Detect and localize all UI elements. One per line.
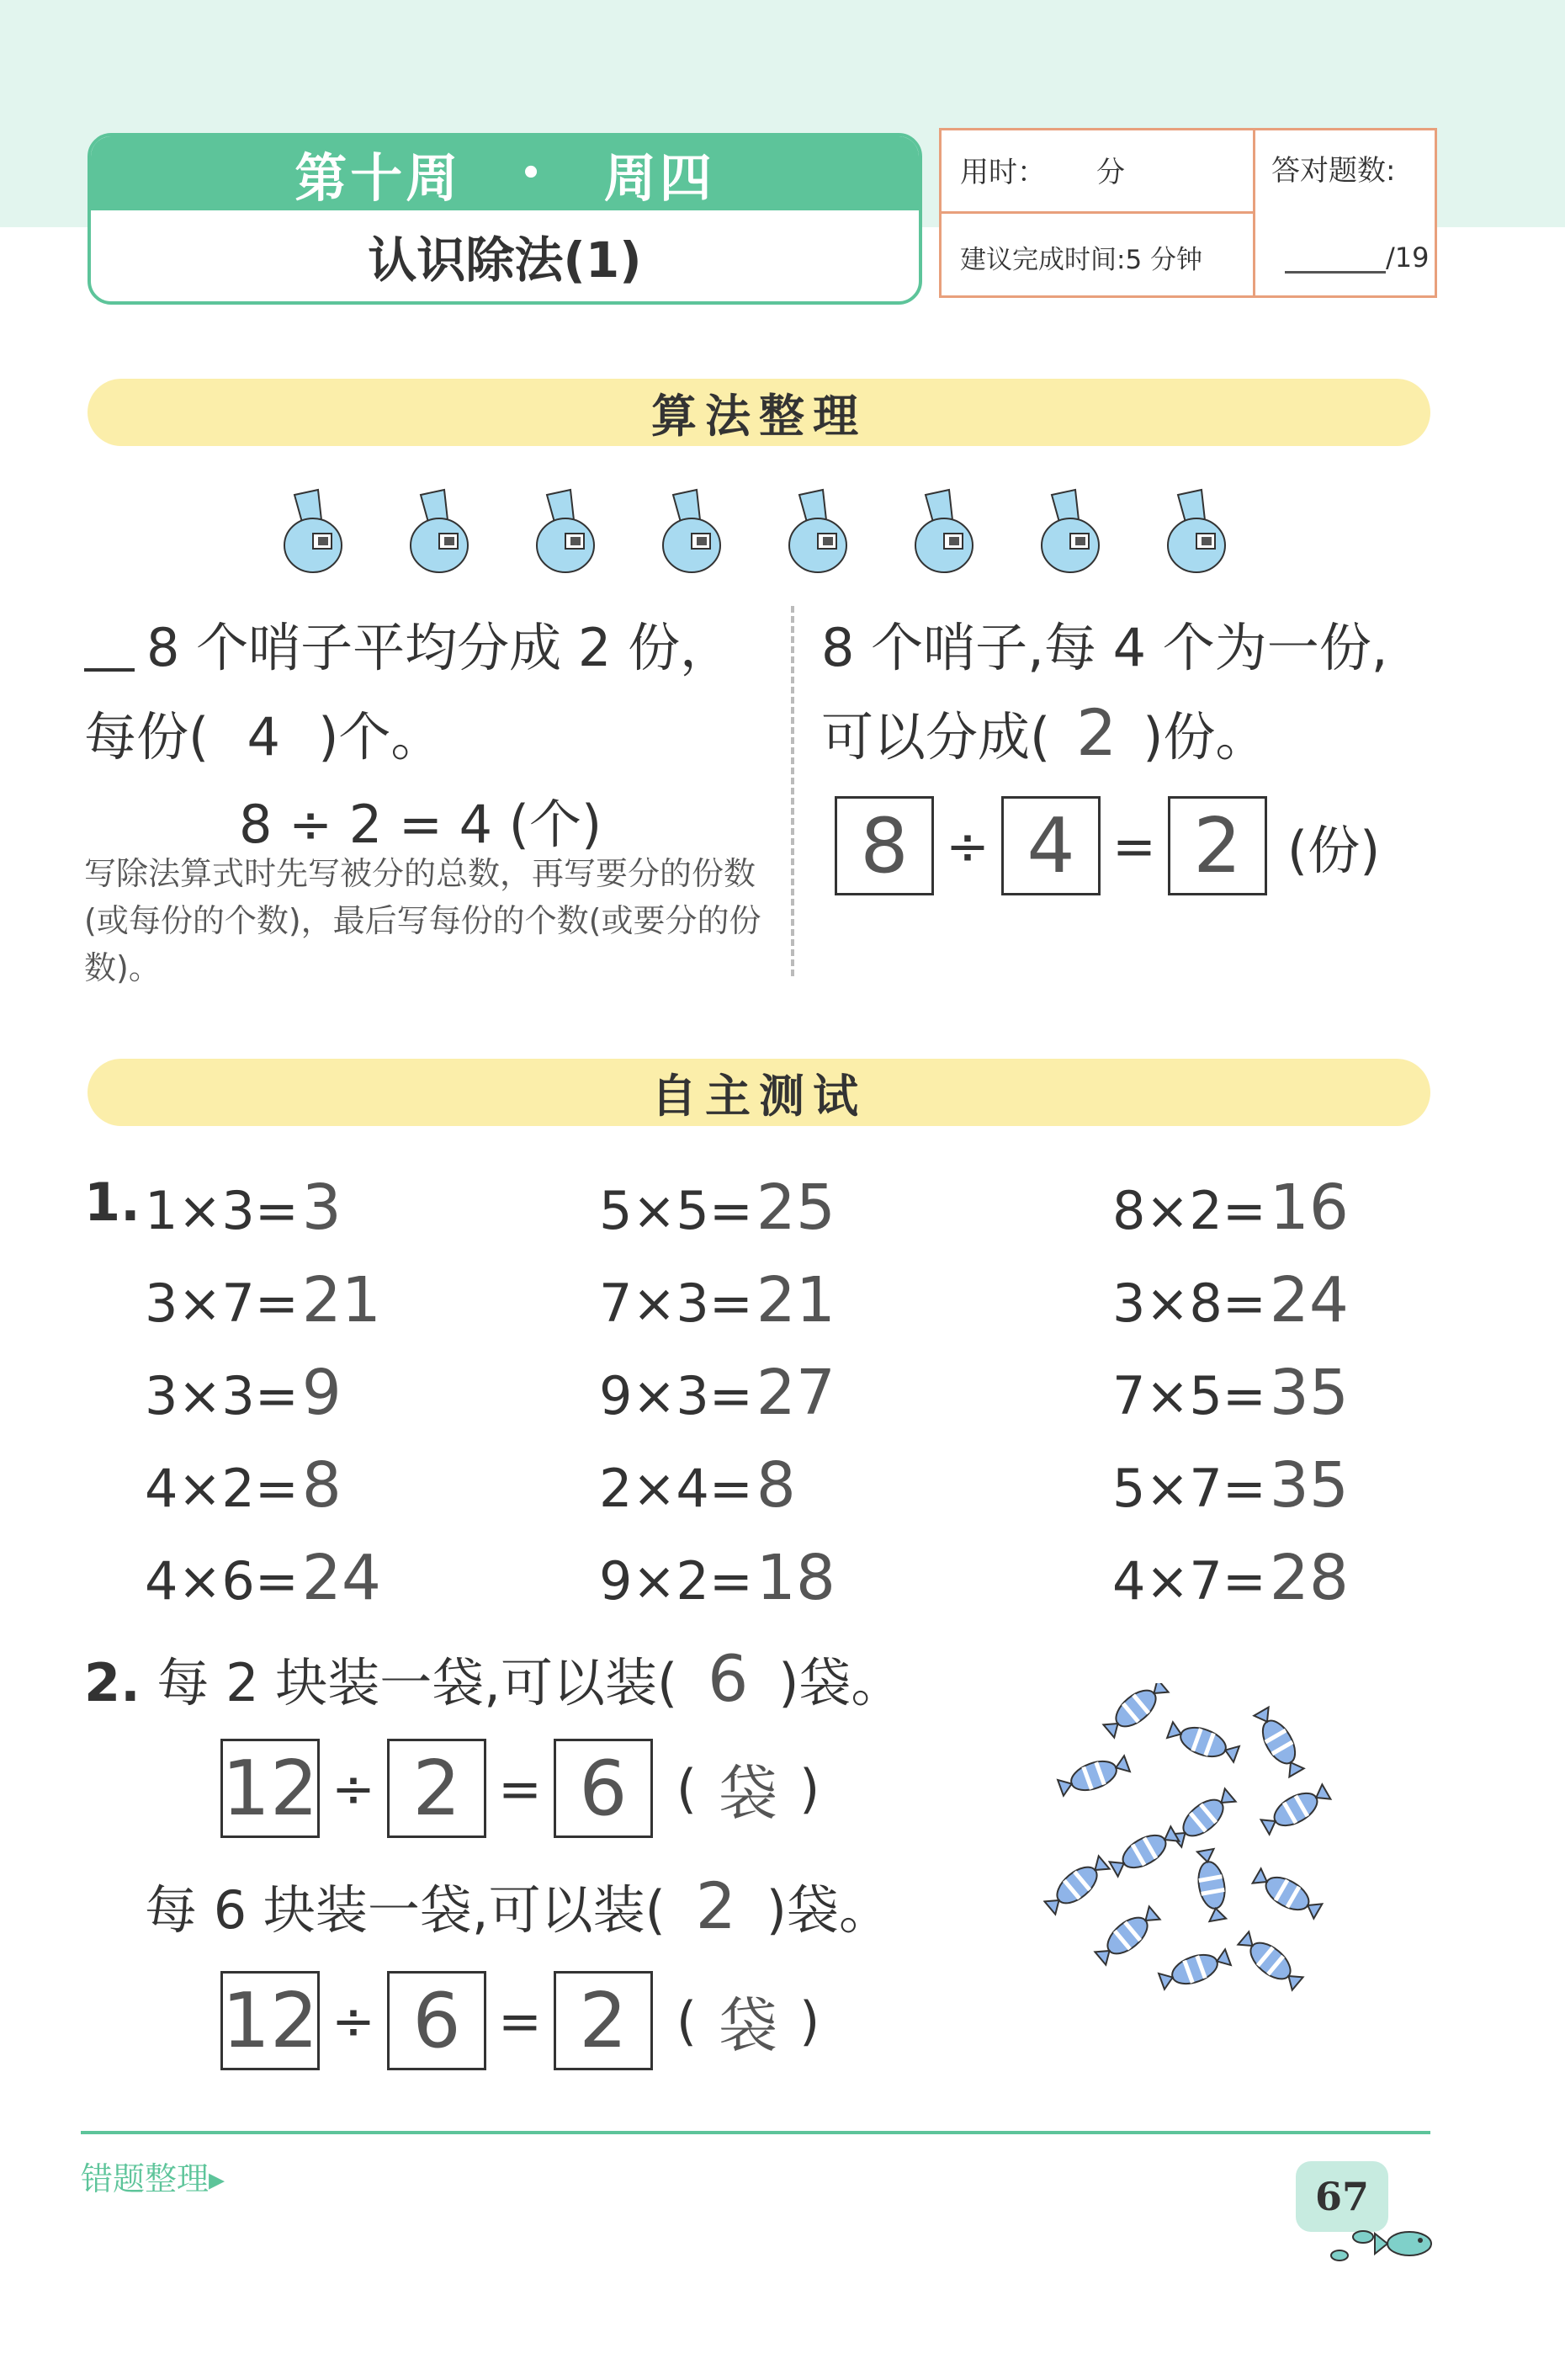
q2e2-box-quotient: 2 — [554, 1971, 653, 2070]
left-equation: 8 ÷ 2 = 4 (个) — [239, 794, 602, 855]
right-answer: 2 — [1076, 695, 1117, 770]
right-line2-a: 可以分成( — [821, 706, 1051, 768]
mult-answer: 9 — [301, 1357, 342, 1429]
mult-expression: 5×7= — [1112, 1458, 1266, 1519]
error-review-label: 错题整理▸ — [81, 2160, 225, 2197]
title-dot: • — [520, 154, 545, 193]
mult-expression: 3×7= — [145, 1272, 299, 1334]
page-title: 认识除法(1) — [368, 231, 642, 289]
q2e2-box-divisor: 6 — [387, 1971, 486, 2070]
q2e2-op: ÷ — [332, 1990, 375, 2052]
mult-item — [145, 1357, 342, 1429]
correct-label: 答对题数: — [1271, 154, 1396, 188]
op-divide: ÷ — [946, 815, 989, 877]
right-line2-b: )份。 — [1143, 706, 1268, 768]
q2-line1-answer: 6 — [708, 1641, 749, 1716]
box-quotient: 2 — [1168, 796, 1267, 895]
right-box-equation — [835, 796, 1380, 895]
q2e1-unit-open: ( — [676, 1757, 698, 1820]
q2e1-box-quotient: 6 — [554, 1739, 653, 1838]
q1-number: 1. — [84, 1171, 141, 1233]
mult-answer: 25 — [756, 1171, 836, 1244]
mult-item — [599, 1449, 796, 1522]
time-label: 用时： — [960, 156, 1046, 189]
q2e2-eq: = — [497, 1990, 542, 2052]
q2-line2-answer: 2 — [695, 1868, 736, 1943]
candy-icon — [1235, 1929, 1306, 1994]
q2e2-unit-close: ) — [799, 1990, 820, 2052]
q2-line2-a: 每 6 块装一袋,可以装( — [145, 1879, 666, 1941]
mult-expression: 9×3= — [599, 1365, 753, 1426]
whistle-row — [278, 486, 1321, 579]
mult-expression: 4×6= — [145, 1550, 299, 1612]
mult-answer: 16 — [1269, 1171, 1349, 1244]
mult-expression: 8×2= — [1112, 1180, 1266, 1241]
q2e2-unit: 袋 — [719, 1990, 778, 2060]
footer-line — [81, 2131, 1430, 2134]
score-field — [1285, 242, 1430, 274]
score-total: /19 — [1386, 242, 1430, 274]
mult-item — [599, 1171, 836, 1244]
q2e1-unit: 袋 — [719, 1758, 778, 1828]
score-blank — [1285, 246, 1386, 274]
page-number: 67 — [1296, 2161, 1388, 2232]
mult-item — [1112, 1449, 1349, 1522]
candy-icon — [1056, 1752, 1131, 1800]
q2-line1 — [84, 1641, 903, 1716]
mult-expression: 4×7= — [1112, 1550, 1266, 1612]
candy-icon — [1157, 1946, 1232, 1994]
info-divider — [942, 211, 1253, 214]
mult-item — [145, 1542, 381, 1614]
mult-item — [599, 1542, 836, 1614]
fish-icon — [1321, 2218, 1447, 2269]
q2-equation2 — [220, 1971, 820, 2070]
column-divider — [791, 606, 794, 976]
candy-icon — [1259, 1781, 1333, 1838]
left-line2-b: )个。 — [318, 706, 443, 768]
mult-item — [599, 1357, 836, 1429]
candies-illustration — [1043, 1683, 1363, 2037]
mult-expression: 9×2= — [599, 1550, 753, 1612]
mult-item — [145, 1264, 381, 1336]
q2e1-box-dividend: 12 — [220, 1739, 320, 1838]
mult-expression: 3×8= — [1112, 1272, 1266, 1334]
mult-item — [145, 1449, 342, 1522]
mult-item — [599, 1264, 836, 1336]
mult-item — [1112, 1264, 1349, 1336]
section-banner-test: 自主测试 — [88, 1059, 1430, 1126]
mult-answer: 28 — [1269, 1542, 1349, 1614]
q2-line1-a: 每 2 块装一袋,可以装( — [156, 1652, 678, 1713]
title-week-day — [91, 136, 919, 210]
suggest-time: 建议完成时间:5 分钟 — [960, 245, 1203, 275]
left-blank-mark — [84, 631, 135, 672]
candy-icon — [1250, 1865, 1324, 1922]
left-problem-line2 — [84, 695, 443, 770]
unit-label: (份) — [1286, 819, 1381, 881]
mult-expression: 4×2= — [145, 1458, 299, 1519]
left-line2-a: 每份( — [84, 706, 210, 768]
mult-answer: 27 — [756, 1357, 836, 1429]
whistle-icon — [1161, 486, 1237, 579]
mult-expression: 7×5= — [1112, 1365, 1266, 1426]
whistle-icon — [1035, 486, 1111, 579]
day-label: 周四 — [603, 146, 715, 209]
candy-icon — [1043, 1853, 1112, 1918]
mult-answer: 35 — [1269, 1449, 1349, 1522]
op-equals: = — [1111, 815, 1156, 877]
candy-icon — [1107, 1823, 1181, 1880]
time-unit: 分 — [1096, 156, 1125, 189]
right-problem-line2 — [821, 695, 1267, 770]
whistle-icon — [909, 486, 984, 579]
mult-item — [1112, 1542, 1349, 1614]
mult-expression: 5×5= — [599, 1180, 753, 1241]
whistle-icon — [656, 486, 732, 579]
mult-expression: 3×3= — [145, 1365, 299, 1426]
mult-item — [145, 1171, 342, 1244]
candy-icon — [1165, 1719, 1240, 1766]
box-divisor: 4 — [1001, 796, 1101, 895]
mult-answer: 24 — [1269, 1264, 1349, 1336]
left-answer: 4 — [247, 706, 280, 768]
q2-equation1 — [220, 1739, 820, 1838]
mult-answer: 24 — [301, 1542, 381, 1614]
week-label: 第十周 — [294, 146, 462, 209]
q2-line2 — [145, 1868, 891, 1943]
q2e1-op: ÷ — [332, 1757, 375, 1820]
mult-expression: 2×4= — [599, 1458, 753, 1519]
q2e2-box-dividend: 12 — [220, 1971, 320, 2070]
section-banner-algorithm: 算法整理 — [88, 379, 1430, 446]
q2-line2-b: )袋。 — [766, 1879, 891, 1941]
mult-answer: 3 — [301, 1171, 342, 1244]
mult-answer: 18 — [756, 1542, 836, 1614]
right-problem-line1: 8 个哨子,每 4 个为一份, — [821, 617, 1388, 678]
mult-answer: 21 — [301, 1264, 381, 1336]
whistle-icon — [782, 486, 858, 579]
q2e1-unit-close: ) — [799, 1757, 820, 1820]
mult-answer: 8 — [756, 1449, 796, 1522]
mult-item — [1112, 1171, 1349, 1244]
info-left — [942, 130, 1255, 295]
title-box — [88, 133, 922, 305]
whistle-icon — [404, 486, 480, 579]
time-row — [960, 149, 1125, 190]
info-box — [939, 128, 1437, 298]
q2e1-eq: = — [497, 1757, 542, 1820]
candy-icon — [1092, 1904, 1163, 1968]
candy-icon — [1193, 1848, 1230, 1922]
candy-icon — [1101, 1683, 1171, 1740]
q2-line1-b: )袋。 — [778, 1652, 904, 1713]
mult-answer: 35 — [1269, 1357, 1349, 1429]
q2-number: 2. — [84, 1652, 141, 1713]
left-line1-text: 8 个哨子平均分成 2 份， — [146, 617, 733, 678]
q2e2-unit-open: ( — [676, 1990, 698, 2052]
q2e1-box-divisor: 2 — [387, 1739, 486, 1838]
mult-expression: 1×3= — [145, 1180, 299, 1241]
whistle-icon — [530, 486, 606, 579]
box-dividend: 8 — [835, 796, 934, 895]
mult-answer: 8 — [301, 1449, 342, 1522]
division-note: 写除法算式时先写被分的总数，再写要分的份数(或每份的个数)，最后写每份的个数(或要分的份数)。 — [84, 855, 761, 986]
mult-expression: 7×3= — [599, 1272, 753, 1334]
left-problem-line1 — [84, 606, 732, 681]
whistle-icon — [278, 486, 353, 579]
mult-item — [1112, 1357, 1349, 1429]
candy-icon — [1250, 1705, 1308, 1779]
mult-answer: 21 — [756, 1264, 836, 1336]
